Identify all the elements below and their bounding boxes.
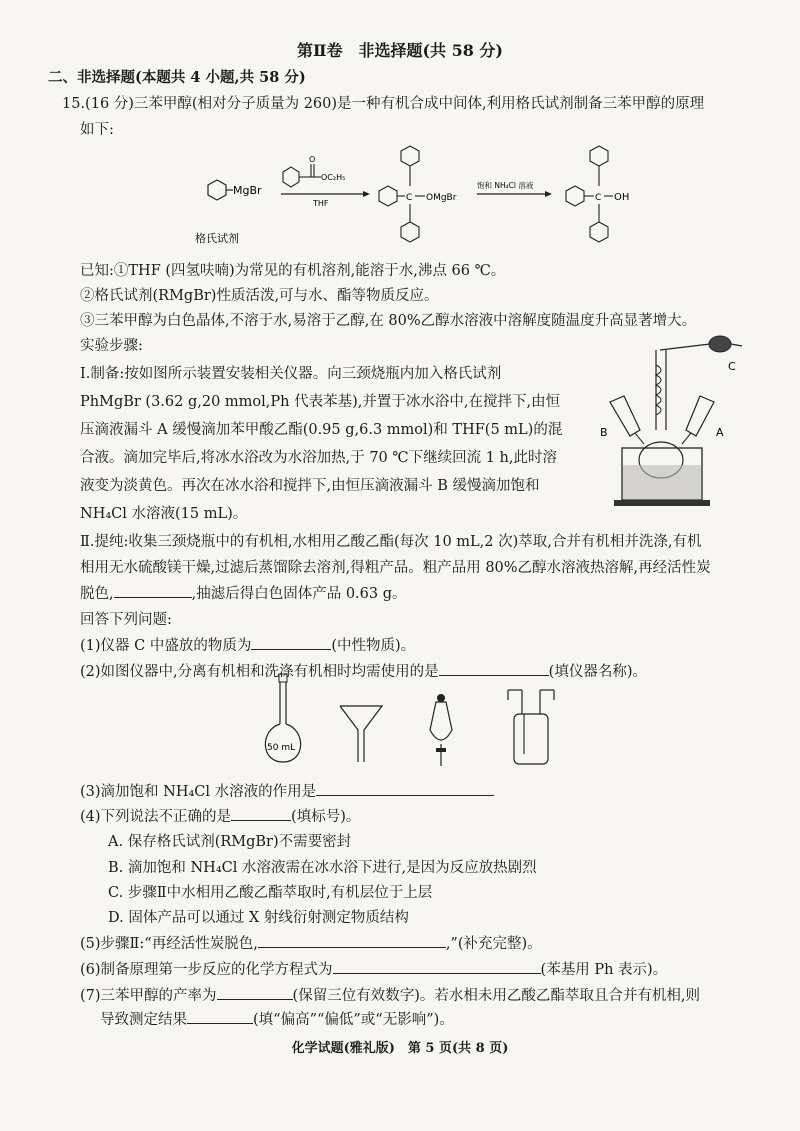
q2-tail: (填仪器名称)。 (548, 664, 647, 680)
grignard-caption: 格氏试剂 (195, 232, 239, 245)
label-c: C (728, 360, 736, 373)
step1-line5: 液变为淡黄色。再次在冰水浴和搅拌下,由恒压滴液漏斗 B 缓慢滴加饱和 (80, 478, 540, 494)
svg-text:O: O (309, 155, 316, 164)
thf-solvent: THF (313, 199, 329, 208)
step1-line6: NH₄Cl 水溶液(15 mL)。 (80, 506, 248, 522)
answer-heading: 回答下列问题: (80, 612, 172, 628)
step1-line2: PhMgBr (3.62 g,20 mmol,Ph 代表苯基),并置于冰水浴中,在搅拌下,由恒 (80, 394, 561, 410)
q5-text: (5)步骤Ⅱ:“再经活性炭脱色, (80, 936, 258, 952)
q4-answer-blank[interactable] (231, 806, 291, 821)
funnel-icon (340, 706, 382, 762)
flask-volume-label: 50 mL (267, 743, 296, 753)
steps-heading: 实验步骤: (80, 338, 143, 354)
known-1: 已知:①THF (四氢呋喃)为常见的有机溶剂,能溶于水,沸点 66 ℃。 (80, 263, 506, 279)
question-7 (80, 984, 700, 1005)
page-footer: 化学试题(雅礼版) 第 5 页(共 8 页) (291, 1041, 509, 1056)
product-oh: OH (614, 192, 630, 203)
q7-answer-blank-1[interactable] (217, 985, 293, 1000)
q6-text: (6)制备原理第一步反应的化学方程式为 (80, 962, 333, 978)
part-title: 第Ⅱ卷 非选择题(共 58 分) (296, 41, 504, 60)
gas-washing-bottle-icon (508, 690, 554, 764)
q7-tail: (填“偏高”“偏低”或“无影响”)。 (253, 1012, 454, 1028)
label-a: A (716, 426, 724, 439)
q7-text-2: 导致测定结果 (100, 1012, 187, 1028)
step1-line4: 合液。滴加完毕后,将冰水浴改为水浴加热,于 70 ℃下继续回流 1 h,此时溶 (80, 450, 557, 466)
q5-tail: ,”(补充完整)。 (445, 936, 542, 952)
q7-text: (7)三苯甲醇的产率为 (80, 988, 217, 1004)
q3-text: (3)滴加饱和 NH₄Cl 水溶液的作用是 (80, 784, 317, 800)
q1-tail: (中性物质)。 (331, 638, 416, 654)
step2-line3 (80, 582, 407, 603)
step2-blank[interactable] (114, 583, 192, 598)
question-6 (80, 958, 667, 979)
step2-line2: 相用无水硫酸镁干燥,过滤后蒸馏除去溶剂,得粗产品。粗产品用 80%乙醇水溶液热溶解,再经活性炭 (80, 560, 711, 576)
step2-line3-head: 脱色, (80, 586, 114, 602)
question-7-line2 (100, 1008, 454, 1029)
intermediate-omgbr: OMgBr (426, 193, 457, 203)
question-3 (80, 780, 494, 801)
benzene-ring-reagent (208, 180, 233, 200)
label-b: B (600, 426, 608, 439)
question-4 (80, 805, 360, 826)
instrument-row (258, 668, 558, 768)
reagent-mgbr: MgBr (233, 184, 262, 197)
q7-answer-blank-2[interactable] (187, 1009, 253, 1024)
q6-answer-blank[interactable] (333, 959, 541, 974)
q4-tail: (填标号)。 (291, 809, 361, 825)
q1-text: (1)仪器 C 中盛放的物质为 (80, 638, 252, 654)
option-a: A. 保存格氏试剂(RMgBr)不需要密封 (108, 834, 352, 850)
reaction-scheme (195, 142, 665, 250)
dropping-funnel-a (682, 396, 714, 444)
product-central-carbon: C (595, 193, 602, 203)
q15-intro-line2: 如下: (80, 122, 114, 138)
q15-intro-line1: 15.(16 分)三苯甲醇(相对分子质量为 260)是一种有机合成中间体,利用格氏试剂制备三苯甲醇的原理 (62, 96, 705, 112)
step1-line1: Ⅰ.制备:按如图所示装置安装相关仪器。向三颈烧瓶内加入格氏试剂 (80, 366, 502, 382)
q7-mid: (保留三位有效数字)。若水相未用乙酸乙酯萃取且合并有机相,则 (292, 988, 700, 1004)
question-5 (80, 932, 542, 953)
known-2: ②格氏试剂(RMgBr)性质活泼,可与水、酯等物质反应。 (80, 288, 439, 304)
ester-group: OC₂H₅ (321, 173, 346, 182)
option-c: C. 步骤Ⅱ中水相用乙酸乙酯萃取时,有机层位于上层 (108, 885, 433, 901)
q3-answer-blank[interactable] (316, 781, 494, 796)
q6-tail: (苯基用 Ph 表示)。 (540, 962, 668, 978)
reflux-apparatus (592, 330, 762, 510)
separatory-funnel-icon (430, 694, 452, 766)
question-1 (80, 634, 415, 655)
known-3: ③三苯甲醇为白色晶体,不溶于水,易溶于乙醇,在 80%乙醇水溶液中溶解度随温度升高显著增大。 (80, 313, 697, 329)
quench-reagent: 饱和 NH₄Cl 溶液 (477, 181, 534, 190)
svg-text:C: C (406, 193, 413, 203)
section-heading: 二、非选择题(本题共 4 小题,共 58 分) (48, 69, 306, 86)
q5-answer-blank[interactable] (258, 933, 446, 948)
volumetric-flask-icon (265, 674, 300, 762)
step2-line1: Ⅱ.提纯:收集三颈烧瓶中的有机相,水相用乙酸乙酯(每次 10 mL,2 次)萃取,合并有机相并洗涤,有机 (80, 534, 702, 550)
option-b: B. 滴加饱和 NH₄Cl 水溶液需在冰水浴下进行,是因为反应放热剧烈 (108, 860, 537, 876)
q2-text: (2)如图仪器中,分离有机相和洗涤有机相时均需使用的是 (80, 664, 439, 680)
option-d: D. 固体产品可以通过 X 射线衍射测定物质结构 (108, 910, 409, 926)
step2-line3-tail: ,抽滤后得白色固体产品 0.63 g。 (191, 586, 407, 602)
q4-text: (4)下列说法不正确的是 (80, 809, 232, 825)
step1-line3: 压滴液漏斗 A 缓慢滴加苯甲酸乙酯(0.95 g,6.3 mmol)和 THF(5 mL)的混 (80, 422, 563, 438)
q1-answer-blank[interactable] (251, 635, 331, 650)
dropping-funnel-b (610, 396, 644, 444)
